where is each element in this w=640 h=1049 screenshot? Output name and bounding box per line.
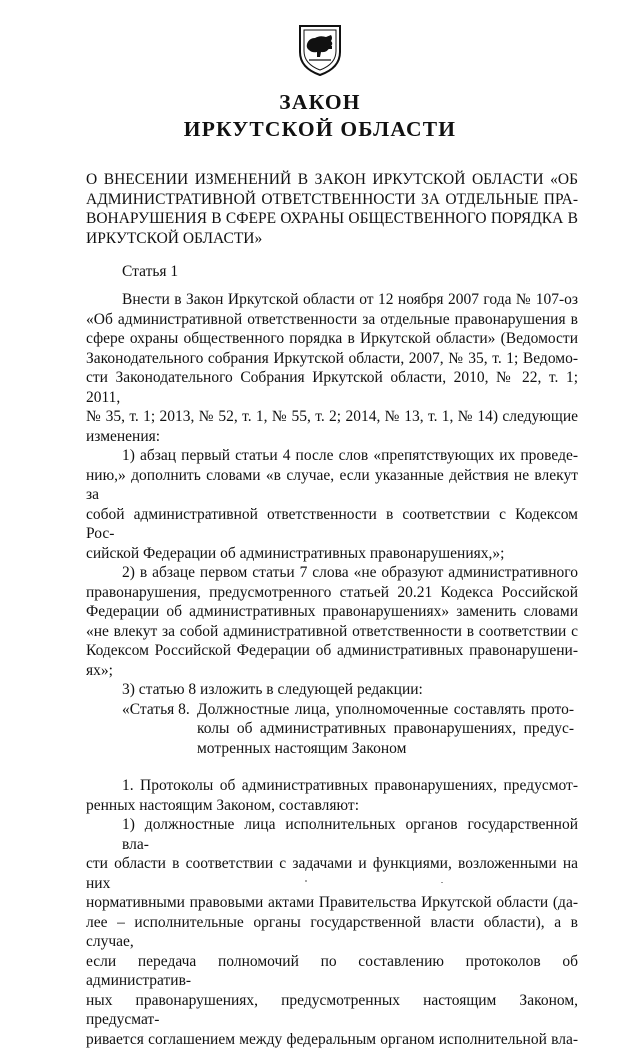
body-line: нормативными правовыми актами Правительства Иркутской области (да- [86,893,578,913]
item-line: собой административной ответственности в соответствии с Кодексом Рос- [86,505,578,544]
item-line: нию,» дополнить словами «в случае, если указанные действия не влекут за [86,466,578,505]
item-line: правонарушения, предусмотренного статьей 20.21 Кодекса Российской [86,583,578,603]
subtitle-line: ВОНАРУШЕНИЯ В СФЕРЕ ОХРАНЫ ОБЩЕСТВЕННОГО ПОРЯДКА В [86,209,578,229]
scan-speck [441,882,443,883]
body-line: лее – исполнительные органы государственной власти области), а в случае, [86,913,578,952]
article-8-heading [86,719,578,739]
scan-speck [305,880,307,882]
article-8-label: «Статья 8. [122,700,197,720]
body-line: ривается соглашением между федеральным органом исполнительной вла- [86,1030,578,1049]
item-line: «не влекут за собой административной ответственности в соответствии с [86,622,578,642]
body-line: если передача полномочий по составлению протоколов об административ- [86,952,578,991]
law-subtitle [86,170,578,248]
subtitle-line: АДМИНИСТРАТИВНОЙ ОТВЕТСТВЕННОСТИ ЗА ОТДЕЛЬНЫЕ ПРА- [86,190,578,210]
article-8-title-line: Должностные лица, уполномоченные составлять прото- [197,700,574,720]
body-line: № 35, т. 1; 2013, № 52, т. 1, № 55, т. 2; 2014, № 13, т. 1, № 14) следующие [86,407,578,427]
region-heading: ИРКУТСКОЙ ОБЛАСТИ [0,115,640,143]
body-line: сти Законодательного Собрания Иркутской области, 2010, № 22, т. 1; 2011, [86,368,578,407]
body-line: сти области в соответствии с задачами и функциями, возложенными на них [86,854,578,893]
item-line: ях»; [86,661,578,681]
body-line: изменения: [86,427,578,447]
article-8-heading [86,700,578,720]
document-type-heading: ЗАКОН [0,88,640,116]
body-line: ренных настоящим Законом, составляют: [86,796,578,816]
article-title: Статья 1 [122,262,178,282]
body-line: 1) должностные лица исполнительных органов государственной вла- [86,815,578,854]
article-8-title-line: мотренных настоящим Законом [197,739,574,759]
body-line: сфере охраны общественного порядка в Иркутской области» (Ведомости [86,329,578,349]
article-8-heading [86,739,578,759]
body-line: 1. Протоколы об административных правонарушениях, предусмот- [86,776,578,796]
irkutsk-babr-emblem-icon [296,22,344,78]
paragraph-gap [86,758,578,776]
item-line: Кодексом Российской Федерации об административных правонарушени- [86,641,578,661]
item-line: Федерации об административных правонарушениях» заменить словами [86,602,578,622]
item-line: 2) в абзаце первом статьи 7 слова «не образуют административного [86,563,578,583]
body-line: Законодательного собрания Иркутской области, 2007, № 35, т. 1; Ведомо- [86,349,578,369]
body-line: ных правонарушениях, предусмотренных настоящим Законом, предусмат- [86,991,578,1030]
document-body [86,290,578,1049]
item-line: сийской Федерации об административных правонарушениях,»; [86,544,578,564]
article-8-title-line: колы об административных правонарушениях, предус- [197,719,574,739]
body-line: Внести в Закон Иркутской области от 12 ноября 2007 года № 107-оз [86,290,578,310]
item-line: 1) абзац первый статьи 4 после слов «препятствующих их проведе- [86,446,578,466]
subtitle-line: О ВНЕСЕНИИ ИЗМЕНЕНИЙ В ЗАКОН ИРКУТСКОЙ ОБЛАСТИ «ОБ [86,170,578,190]
item-line: 3) статью 8 изложить в следующей редакции: [86,680,578,700]
subtitle-line: ИРКУТСКОЙ ОБЛАСТИ» [86,229,578,249]
body-line: «Об административной ответственности за отдельные правонарушения в [86,310,578,330]
